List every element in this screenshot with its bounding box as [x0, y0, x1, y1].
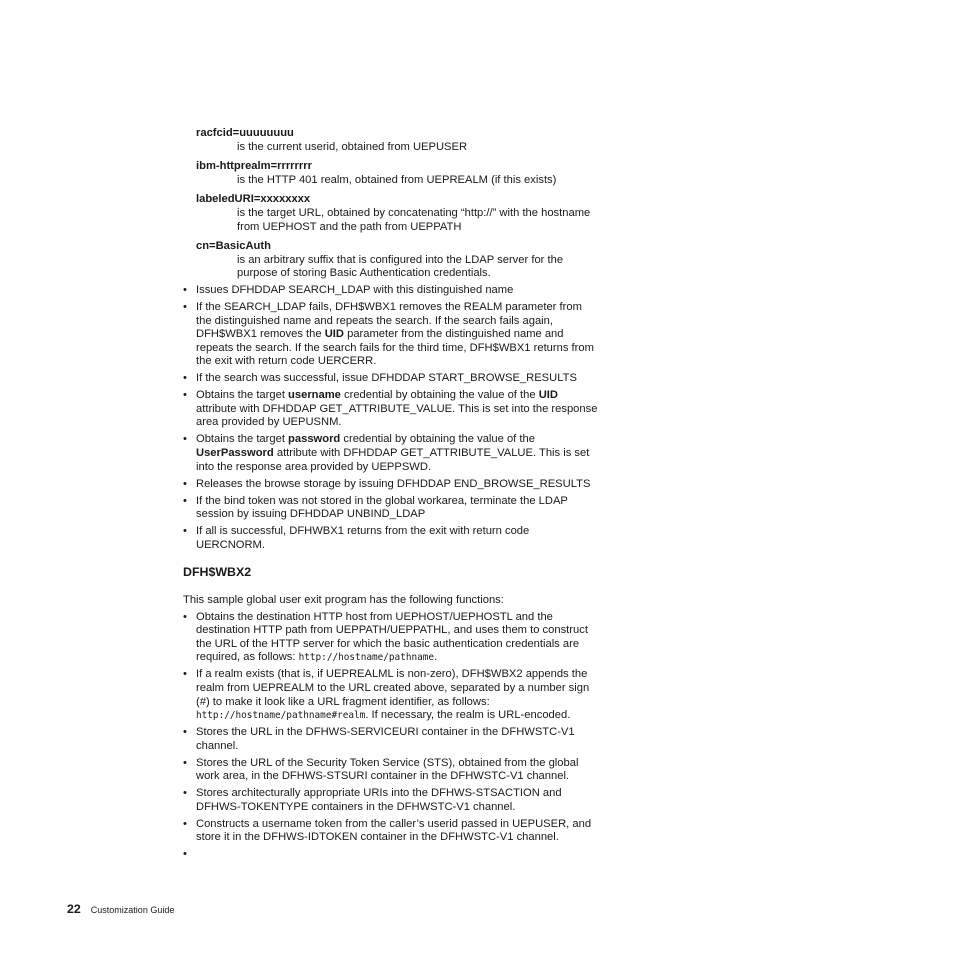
bullet-icon: • — [183, 477, 187, 490]
bullet-icon: • — [183, 848, 187, 861]
bullet-list-functions — [183, 611, 611, 862]
bullet-icon: • — [183, 610, 187, 623]
page-footer — [67, 902, 174, 916]
list-item: • Stores the URL of the Security Token Service (STS), obtained from the global work area, in the DFHWS-STSURI container in the DFHWSTC-V1 channel. — [183, 756, 579, 783]
definition-term: ibm-httprealm=rrrrrrrr — [196, 160, 312, 173]
bullet-icon: • — [183, 787, 187, 800]
list-item: • Obtains the target username credential by obtaining the value of the UID attribute with DFHDDAP GET_ATTRIBUTE_VALUE. This is set into the response area provided by UEPUSNM. — [183, 389, 598, 429]
definition-line: from UEPHOST and the path from UEPPATH — [237, 220, 462, 233]
list-item: • Constructs a username token from the caller’s userid passed in UEPUSER, and store it in the DFHWS-IDTOKEN container in the DFHWSTC-V1 channel. — [183, 817, 592, 844]
list-item: • If a realm exists (that is, if UEPREALML is non-zero), DFH$WBX2 appends the realm from UEPREALM to the URL created above, separated by a number sign (#) to make it look like a URL fragment identifier, as follows: http://hostname/pathname#realm. If necessary, the realm is URL-encoded. — [183, 668, 590, 722]
bullet-icon: • — [183, 372, 187, 385]
list-item: • Issues DFHDDAP SEARCH_LDAP with this distinguished name — [183, 283, 514, 296]
bullet-icon: • — [183, 726, 187, 739]
bullet-list-ldap-steps — [183, 284, 611, 552]
definition-line: purpose of storing Basic Authentication credentials. — [237, 267, 491, 280]
definition-term: cn=BasicAuth — [196, 240, 271, 253]
bullet-icon: • — [183, 494, 187, 507]
book-title: Customization Guide — [90, 905, 175, 915]
definition-text — [237, 174, 611, 188]
bullet-icon: • — [183, 668, 187, 681]
code-url: http://hostname/pathname — [298, 652, 435, 664]
definition-term: racfcid=uuuuuuuu — [196, 127, 294, 139]
definition-term: labeledURI=xxxxxxxx — [196, 193, 311, 206]
list-item: • Stores the URL in the DFHWS-SERVICEURI container in the DFHWSTC-V1 channel. — [183, 726, 575, 752]
definition-text — [237, 141, 611, 155]
bullet-icon: • — [183, 283, 187, 296]
list-item: • Obtains the destination HTTP host from UEPHOST/UEPHOSTL and the destination HTTP path from UEPPATH/UEPPATHL, and uses them to construct the URL of the HTTP server for which the basic authentication credentials are required, as follows: http://hostname/pathname. — [183, 610, 588, 664]
list-item: • If the search was successful, issue DFHDDAP START_BROWSE_RESULTS — [183, 372, 577, 385]
bullet-icon: • — [183, 756, 187, 769]
main-column — [183, 127, 611, 865]
bullet-icon: • — [183, 525, 187, 538]
bullet-icon: • — [183, 389, 187, 402]
page-number: 22 — [67, 902, 81, 916]
section-intro: This sample global user exit program has the following functions: — [183, 593, 504, 606]
definition-line: is an arbitrary suffix that is configured into the LDAP server for the — [237, 253, 564, 266]
list-item: • Obtains the target password credential by obtaining the value of the UserPassword attribute with DFHDDAP GET_ATTRIBUTE_VALUE. This is set into the response area provided by UEPPSWD. — [183, 433, 590, 473]
list-item: • If all is successful, DFHWBX1 returns from the exit with return code UERCNORM. — [183, 525, 530, 551]
bullet-icon: • — [183, 300, 187, 313]
definition-line: is the HTTP 401 realm, obtained from UEPREALM (if this exists) — [237, 173, 557, 186]
definition-text — [237, 254, 611, 281]
definition-line: is the target URL, obtained by concatenating “http://” with the hostname — [237, 206, 591, 219]
list-item: • If the bind token was not stored in the global workarea, terminate the LDAP session by issuing DFHDDAP UNBIND_LDAP — [183, 494, 568, 521]
bullet-icon: • — [183, 433, 187, 446]
definition-text — [237, 207, 611, 234]
list-item: • Stores architecturally appropriate URIs into the DFHWS-STSACTION and DFHWS-TOKENTYPE containers in the DFHWSTC-V1 channel. — [183, 787, 562, 813]
bullet-icon: • — [183, 817, 187, 830]
section-heading: DFH$WBX2 — [183, 565, 252, 580]
list-item — [183, 848, 611, 862]
list-item: • Releases the browse storage by issuing DFHDDAP END_BROWSE_RESULTS — [183, 477, 591, 490]
list-item: • If the SEARCH_LDAP fails, DFH$WBX1 removes the REALM parameter from the distinguished name and repeats the search. If the search fails again, DFH$WBX1 removes the UID parameter from the distinguished name and repeats the search. If the search fails for the third time, DFH$WBX1 returns from the exit with return code UERCERR. — [183, 300, 594, 368]
definition-list — [183, 127, 611, 281]
code-url: http://hostname/pathname#realm — [196, 710, 366, 722]
definition-line: is the current userid, obtained from UEPUSER — [237, 140, 468, 153]
